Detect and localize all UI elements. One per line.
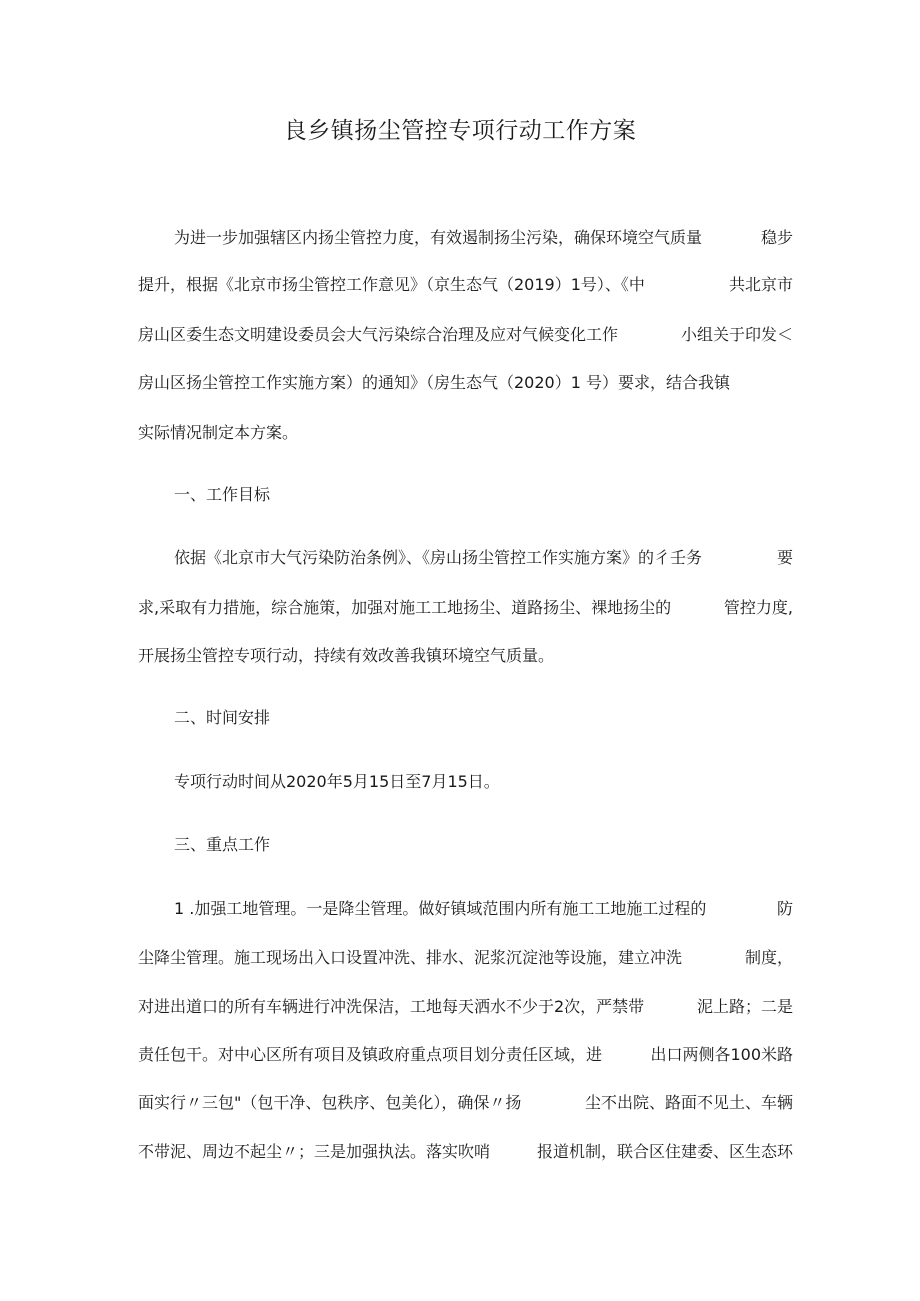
section3-line-1 [174,896,793,922]
text-segment: 要 [776,548,793,567]
intro-line-3 [138,322,793,348]
intro-line-4 [138,370,793,396]
text-segment: 为进一步加强辖区内扬尘管控力度，有效遏制扬尘污染，确保环境空气质量 [174,228,703,247]
section-heading-2: 二、时间安排 [174,708,271,727]
text-segment: 防 [776,899,793,918]
text-segment: 不带泥、周边不起尘〃；三是加强执法。落实吹哨 [138,1142,491,1161]
text-segment: 小组关于印发＜ [680,325,793,344]
section3-line-6 [138,1139,793,1165]
section3-line-5 [138,1090,793,1116]
document-title: 良乡镇扬尘管控专项行动工作方案 [283,118,637,144]
text-segment: 管控力度, [723,598,793,617]
section-heading-3: 三、重点工作 [174,835,271,854]
text-segment: 泥上路；二是 [696,997,793,1016]
section3-line-3 [138,994,793,1020]
text-segment: 开展扬尘管控专项行动，持续有效改善我镇环境空气质量。 [138,646,555,665]
text-segment: 依据《北京市大气污染防治条例》、《房山扬尘管控工作实施方案》的彳壬务 [174,548,703,567]
section3-line-2 [138,945,793,971]
text-segment: 制度， [744,948,793,967]
text-segment: 实际情况制定本方案。 [138,423,299,442]
text-segment: 出口两侧各100米路 [650,1045,793,1064]
text-segment: 1 .加强工地管理。一是降尘管理。做好镇域范围内所有施工工地施工过程的 [174,899,707,918]
section1-line-2 [138,595,793,621]
text-segment: 尘不出院、路面不见土、车辆 [584,1093,793,1112]
intro-line-5 [138,420,793,446]
section1-line-1 [174,545,793,571]
text-segment: 尘降尘管理。施工现场出入口设置冲洗、排水、泥浆沉淀池等设施，建立冲洗 [138,948,683,967]
text-segment: 房山区委生态文明建设委员会大气污染综合治理及应对气候变化工作 [138,325,619,344]
text-segment: 提升，根据《北京市扬尘管控工作意见》（京生态气（2019）1号）、《中 [138,275,645,294]
intro-line-2 [138,272,793,298]
intro-line-1 [174,225,793,251]
section1-line-3 [138,643,793,669]
section-heading-1: 一、工作目标 [174,485,271,504]
text-segment: 面实行〃三包"（包干净、包秩序、包美化），确保〃扬 [138,1093,522,1112]
text-segment: 共北京市 [728,275,793,294]
section2-text: 专项行动时间从2020年5月15日至7月15日。 [174,772,500,791]
text-segment: 责任包干。对中心区所有项目及镇政府重点项目划分责任区域，进 [138,1045,603,1064]
text-segment: 求,采取有力措施，综合施策，加强对施工工地扬尘、道路扬尘、裸地扬尘的 [138,598,672,617]
text-segment: 稳步 [760,228,793,247]
text-segment: 报道机制，联合区住建委、区生态环 [536,1142,793,1161]
section3-line-4 [138,1042,793,1068]
text-segment: 房山区扬尘管控工作实施方案）的通知》（房生态气（2020）1 号）要求，结合我镇 [138,373,730,392]
text-segment: 对进出道口的所有车辆进行冲洗保洁，工地每天洒水不少于2次，严禁带 [138,997,645,1016]
